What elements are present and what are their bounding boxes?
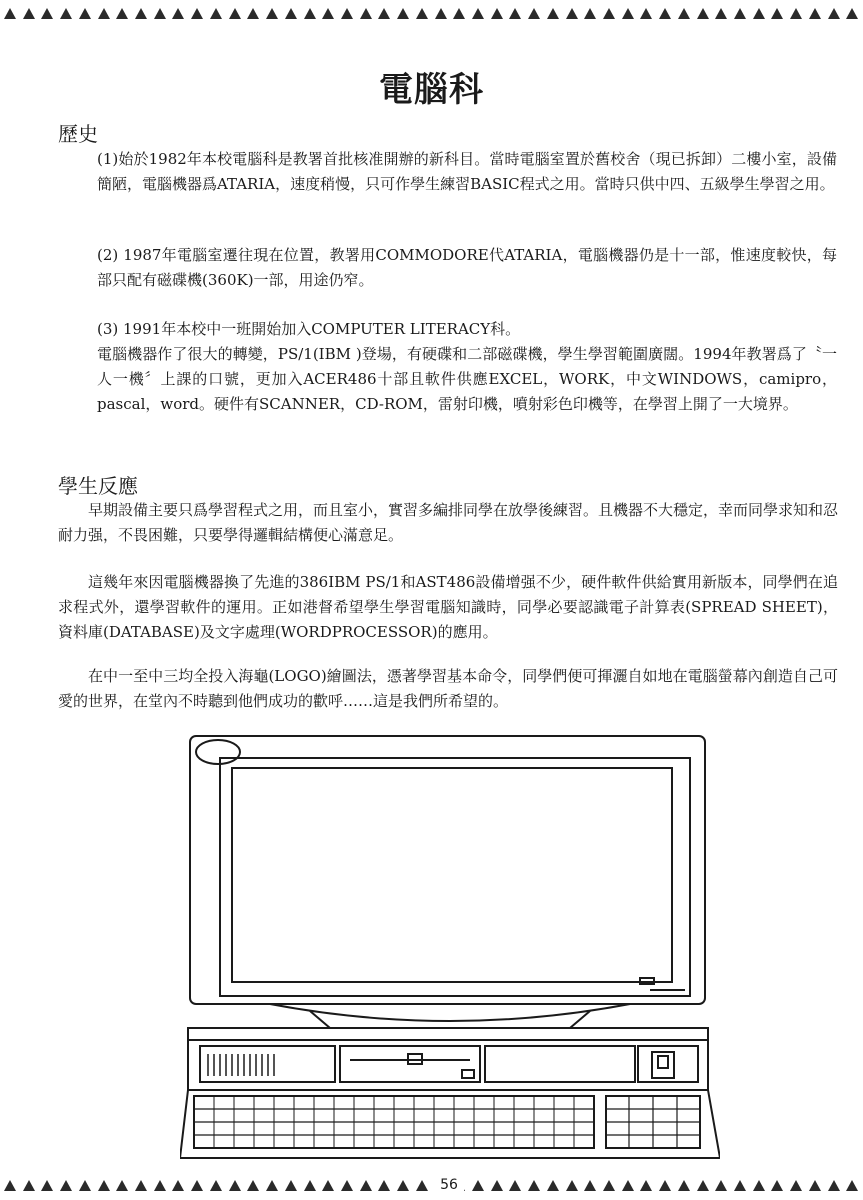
triangle-ornament <box>285 1180 297 1191</box>
feedback-paragraph-3: 在中一至中三均全投入海龜(LOGO)繪圖法，憑著學習基本命令，同學們便可揮灑自如地在電腦螢幕內創造自己可愛的世界，在堂內不時聽到他們成功的歡呼……這是我們所希望的。 <box>58 667 838 710</box>
history-paragraph-1: (1)始於1982年本校電腦科是教署首批核准開辦的新科目。當時電腦室置於舊校舍（現已拆卸）二樓小室，設備簡陋，電腦機器爲ATARIA，速度稍慢，只可作學生練習BASIC程式之用。當時只供中四、五級學生學習之用。 <box>97 150 837 193</box>
feedback-paragraph-1: 早期設備主要只爲學習程式之用，而且室小，實習多編排同學在放學後練習。且機器不大穩定，幸而同學求知和忍耐力强，不畏困難，只要學得邏輯結構便心滿意足。 <box>58 501 839 544</box>
triangle-ornament <box>191 1180 203 1191</box>
triangle-ornament <box>547 1180 559 1191</box>
triangle-ornament <box>23 8 35 19</box>
triangle-ornament <box>116 8 128 19</box>
triangle-ornament <box>360 8 372 19</box>
triangle-ornament <box>191 8 203 19</box>
triangle-ornament <box>98 1180 110 1191</box>
feedback-paragraph-2: 這幾年來因電腦機器換了先進的386IBM PS/1和AST486設備增强不少，硬件軟件供給實用新版本，同學們在追求程式外，還學習軟件的運用。正如港督希望學生學習電腦知識時，同學必要認識電子計算表(SPREAD SHEET)，資料庫(DATABASE)及文字處理(WORDPROCESSOR)的應用。 <box>58 573 838 641</box>
triangle-ornament <box>472 8 484 19</box>
triangle-ornament <box>154 1180 166 1191</box>
triangle-ornament <box>566 1180 578 1191</box>
triangle-ornament <box>135 8 147 19</box>
triangle-ornament <box>678 8 690 19</box>
triangle-ornament <box>753 1180 765 1191</box>
triangle-ornament <box>266 8 278 19</box>
triangle-ornament <box>23 1180 35 1191</box>
system-unit <box>188 1028 708 1090</box>
triangle-ornament <box>584 1180 596 1191</box>
page-title: 電腦科 <box>379 70 484 110</box>
triangle-ornament <box>640 1180 652 1191</box>
triangle-ornament <box>697 8 709 19</box>
keyboard <box>180 1090 720 1158</box>
triangle-ornament <box>397 1180 409 1191</box>
triangle-ornament <box>378 1180 390 1191</box>
triangle-ornament <box>453 8 465 19</box>
triangle-ornament <box>98 8 110 19</box>
triangle-ornament <box>715 1180 727 1191</box>
triangle-ornament <box>172 1180 184 1191</box>
triangle-ornament <box>622 1180 634 1191</box>
triangle-ornament <box>210 8 222 19</box>
triangle-ornament <box>472 1180 484 1191</box>
triangle-ornament <box>771 8 783 19</box>
feedback-heading: 學生反應 <box>58 474 138 498</box>
history-paragraph-3-intro: (3) 1991年本校中一班開始加入COMPUTER LITERACY科。 <box>97 320 521 338</box>
triangle-ornament <box>172 8 184 19</box>
triangle-ornament <box>828 1180 840 1191</box>
triangle-ornament <box>753 8 765 19</box>
triangle-ornament <box>397 8 409 19</box>
triangle-ornament <box>547 8 559 19</box>
triangle-ornament <box>584 8 596 19</box>
triangle-ornament <box>715 8 727 19</box>
triangle-ornament <box>697 1180 709 1191</box>
triangle-ornament <box>322 8 334 19</box>
triangle-ornament <box>360 1180 372 1191</box>
triangle-ornament <box>491 1180 503 1191</box>
triangle-ornament <box>247 1180 259 1191</box>
triangle-ornament <box>509 8 521 19</box>
triangle-ornament <box>790 1180 802 1191</box>
triangle-ornament <box>416 1180 428 1191</box>
triangle-ornament <box>734 1180 746 1191</box>
triangle-ornament <box>378 8 390 19</box>
triangle-ornament <box>266 1180 278 1191</box>
triangle-ornament <box>60 1180 72 1191</box>
triangle-ornament <box>60 8 72 19</box>
monitor <box>190 736 705 1028</box>
triangle-ornament <box>809 8 821 19</box>
triangle-ornament <box>285 8 297 19</box>
history-paragraph-2: (2) 1987年電腦室遷往現在位置，教署用COMMODORE代ATARIA，電腦機器仍是十一部，惟速度較快，每部只配有磁碟機(360K)一部，用途仍窄。 <box>97 246 837 289</box>
triangle-ornament <box>603 1180 615 1191</box>
triangle-ornament <box>154 8 166 19</box>
triangle-ornament <box>210 1180 222 1191</box>
page-number: 56 <box>434 1174 464 1196</box>
triangle-ornament <box>247 8 259 19</box>
triangle-ornament <box>678 1180 690 1191</box>
triangle-ornament <box>771 1180 783 1191</box>
triangle-ornament <box>229 1180 241 1191</box>
triangle-ornament <box>135 1180 147 1191</box>
triangle-ornament <box>659 8 671 19</box>
triangle-ornament <box>528 1180 540 1191</box>
triangle-ornament <box>603 8 615 19</box>
triangle-ornament <box>304 8 316 19</box>
triangle-ornament <box>622 8 634 19</box>
top-triangle-border <box>0 8 863 22</box>
triangle-ornament <box>809 1180 821 1191</box>
history-heading: 歷史 <box>58 122 98 146</box>
triangle-ornament <box>229 8 241 19</box>
triangle-ornament <box>828 8 840 19</box>
triangle-ornament <box>846 1180 858 1191</box>
triangle-ornament <box>41 1180 53 1191</box>
triangle-ornament <box>509 1180 521 1191</box>
triangle-ornament <box>4 1180 16 1191</box>
triangle-ornament <box>304 1180 316 1191</box>
triangle-ornament <box>4 8 16 19</box>
triangle-ornament <box>640 8 652 19</box>
triangle-ornament <box>341 8 353 19</box>
triangle-ornament <box>528 8 540 19</box>
history-paragraph-3-body: 電腦機器作了很大的轉變，PS/1(IBM )登場，有硬碟和二部磁碟機，學生學習範圍廣闊。1994年教署爲了〝一人一機〞上課的口號，更加入ACER486十部且軟件供應EXCEL，WORK，中文WINDOWS，camipro，pascal，word。硬件有SCANNER，CD-ROM，雷射印機，噴射彩色印機等，在學習上開了一大境界。 <box>97 345 837 413</box>
triangle-ornament <box>79 8 91 19</box>
bottom-triangle-border <box>0 1180 863 1194</box>
triangle-ornament <box>116 1180 128 1191</box>
triangle-ornament <box>341 1180 353 1191</box>
triangle-ornament <box>416 8 428 19</box>
triangle-ornament <box>79 1180 91 1191</box>
computer-illustration-icon <box>180 728 720 1168</box>
triangle-ornament <box>322 1180 334 1191</box>
triangle-ornament <box>41 8 53 19</box>
triangle-ornament <box>790 8 802 19</box>
triangle-ornament <box>566 8 578 19</box>
triangle-ornament <box>435 8 447 19</box>
triangle-ornament <box>846 8 858 19</box>
triangle-ornament <box>734 8 746 19</box>
triangle-ornament <box>491 8 503 19</box>
triangle-ornament <box>659 1180 671 1191</box>
